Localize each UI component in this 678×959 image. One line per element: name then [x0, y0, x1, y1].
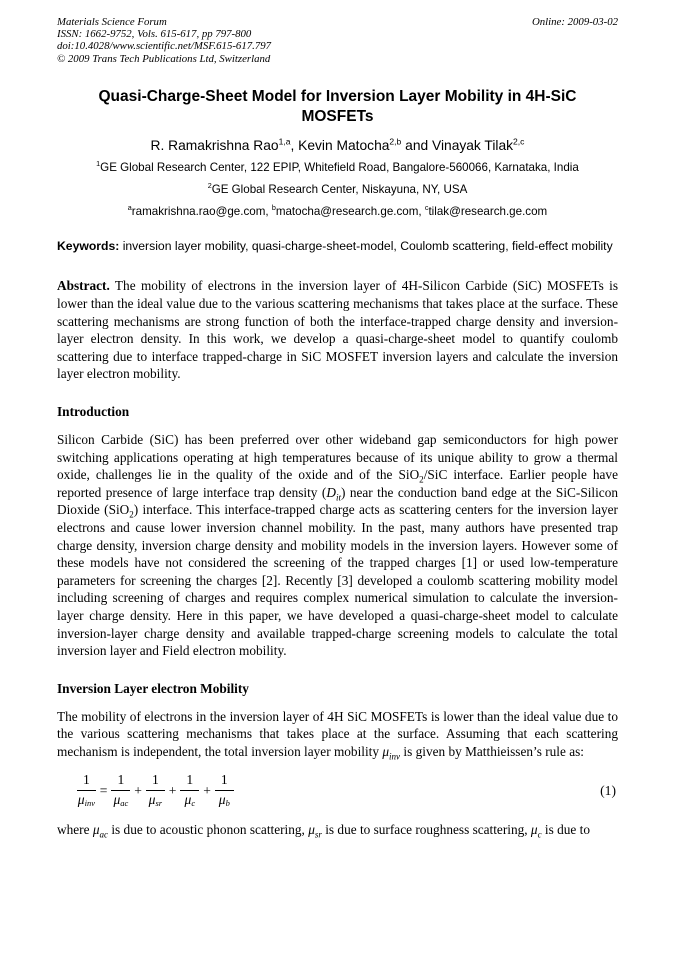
keywords-line	[57, 238, 618, 255]
author-3-affiliation-marker: 2,c	[513, 136, 525, 147]
introduction-paragraph: Silicon Carbide (SiC) has been preferred over other wideband gap semiconductors for high power switching applications operating at high temperatures because of its unique ability to grow a thermal oxide, challenges lie in the quality of the oxide and of the SiO$_2$/SiC interface. Earlier people have reported presence of large interface trap density $(D_{it})$ near the conduction band edge at the SiC-Silicon Dioxide (SiO$_2$) interface. This interface-trapped charge acts as scattering centers for the inversion layer electrons and cause lower inversion channel mobility. In the past, many authors have presented trap charge density, inversion charge density and mobility models in the inversion layers. However some of these models have not considered the screening of the trapped charges [1] or used low-temperature parameters for screening the charges [2]. Recently [3] developed a coulomb scattering mobility model including screening of charges and requires complex numerical simulation to calculate the inversion-layer charge density. Here in this paper, we have developed a quasi-charge-sheet model to calculate inversion-layer charge density and available trapped-charge screening models to calculate the total inversion layer and Field electron mobility.	[57, 431, 618, 659]
journal-doi-line: doi:10.4028/www.scientific.net/MSF.615-617.797	[57, 40, 272, 53]
authors-line	[57, 138, 618, 153]
author-3-name: Vinayak Tilak	[432, 137, 514, 153]
authors-separator-1: ,	[290, 137, 299, 153]
mu-symbol: μ	[184, 792, 192, 808]
abstract-text: The mobility of electrons in the inversion layer of 4H-Silicon Carbide (SiC) MOSFETs is lower than the ideal value due to the various scattering mechanisms that takes place at the surface. These scattering mechanisms are strong function of both the interface-trapped charge density and inversion-layer electron density. In this work, we develop a quasi-charge-sheet model to quantify coulomb scattering due to interface trapped-charge in SiC MOSFET inversion layers and calculate the inversion layer electron mobility.	[57, 278, 618, 382]
mu-subscript: c	[191, 798, 196, 809]
fraction-denominator	[215, 791, 234, 808]
mu-subscript: inv	[84, 798, 95, 809]
email-a-marker: a	[127, 202, 132, 212]
affiliation-1-marker: 1	[96, 158, 101, 168]
mu-symbol: μ	[218, 792, 226, 808]
equation-1-body	[77, 773, 234, 808]
journal-info	[57, 16, 271, 65]
mu-subscript: ac	[120, 798, 129, 809]
mobility-paragraph: The mobility of electrons in the inversion layer of 4H SiC MOSFETs is lower than the ideal value due to the various scattering mechanisms that takes place at the surface. Assuming that each scattering mechanism is independent, the total inversion layer mobility $\mu_{inv}$ is given by Matthieissen’s rule as:	[57, 708, 618, 762]
fraction-mu-ac	[111, 773, 130, 808]
affiliation-2-text: GE Global Research Center, Niskayuna, NY, USA	[211, 182, 468, 196]
journal-issn-line: ISSN: 1662-9752, Vols. 615-617, pp 797-800	[57, 28, 252, 41]
equation-number: (1)	[600, 782, 616, 798]
plus-sign: +	[134, 782, 142, 798]
online-date: Online: 2009-03-02	[531, 16, 618, 28]
fraction-numerator: 1	[215, 773, 234, 791]
mu-subscript: b	[225, 798, 230, 809]
mu-symbol: μ	[113, 792, 121, 808]
fraction-mu-sr	[146, 773, 165, 808]
plus-sign: +	[168, 782, 177, 798]
email-b: matocha@research.ge.com	[275, 204, 419, 218]
abstract-paragraph	[57, 277, 618, 383]
author-2-name: Kevin Matocha	[298, 137, 390, 153]
fraction-denominator	[77, 791, 96, 808]
fraction-numerator: 1	[146, 773, 165, 791]
affiliation-1	[57, 160, 618, 175]
keywords-text: inversion layer mobility, quasi-charge-sheet-model, Coulomb scattering, field-effect mobility	[119, 238, 613, 253]
equals-sign: =	[99, 782, 108, 798]
fraction-mu-b	[215, 773, 234, 808]
mu-symbol: μ	[77, 792, 85, 808]
author-emails-line	[57, 204, 618, 219]
fraction-denominator	[111, 791, 130, 808]
email-a: ramakrishna.rao@ge.com	[131, 204, 266, 218]
fraction-numerator: 1	[77, 773, 96, 791]
fraction-mu-inv	[77, 773, 96, 808]
paper-title: Quasi-Charge-Sheet Model for Inversion Layer Mobility in 4H-SiC MOSFETs	[98, 87, 577, 125]
fraction-denominator	[146, 791, 165, 808]
journal-copyright-line: © 2009 Trans Tech Publications Ltd, Switzerland	[57, 52, 271, 65]
where-clause-paragraph: where $\mu_{ac}$ is due to acoustic phonon scattering, $\mu_{sr}$ is due to surface roughness scattering, $\mu_c$ is due to	[57, 821, 590, 840]
author-1-affiliation-marker: 1,a	[278, 136, 291, 147]
author-2-affiliation-marker: 2,b	[389, 136, 402, 147]
email-b-marker: b	[271, 202, 276, 212]
equation-1-row	[57, 773, 618, 808]
affiliation-1-text: GE Global Research Center, 122 EPIP, Whitefield Road, Bangalore-560066, Karnataka, India	[100, 160, 579, 174]
fraction-denominator	[180, 791, 199, 808]
journal-header	[57, 16, 618, 65]
affiliation-2-marker: 2	[207, 180, 212, 190]
abstract-label: Abstract.	[57, 278, 110, 294]
journal-name: Materials Science Forum	[57, 16, 167, 28]
fraction-mu-c	[180, 773, 199, 808]
section-heading-introduction: Introduction	[57, 403, 130, 419]
affiliation-2	[57, 182, 618, 197]
emails-separator-1: ,	[265, 204, 272, 218]
keywords-label: Keywords:	[57, 238, 120, 253]
fraction-numerator: 1	[180, 773, 199, 791]
author-1-name: R. Ramakrishna Rao	[150, 137, 279, 153]
mu-subscript: sr	[155, 798, 163, 809]
plus-sign: +	[203, 782, 211, 798]
email-c: tilak@research.ge.com	[428, 204, 548, 218]
section-heading-inversion-layer-mobility: Inversion Layer electron Mobility	[57, 680, 249, 696]
fraction-numerator: 1	[111, 773, 130, 791]
email-c-marker: c	[424, 202, 429, 212]
emails-separator-2: ,	[418, 204, 425, 218]
authors-separator-2: and	[401, 137, 432, 153]
mu-symbol: μ	[148, 792, 156, 808]
